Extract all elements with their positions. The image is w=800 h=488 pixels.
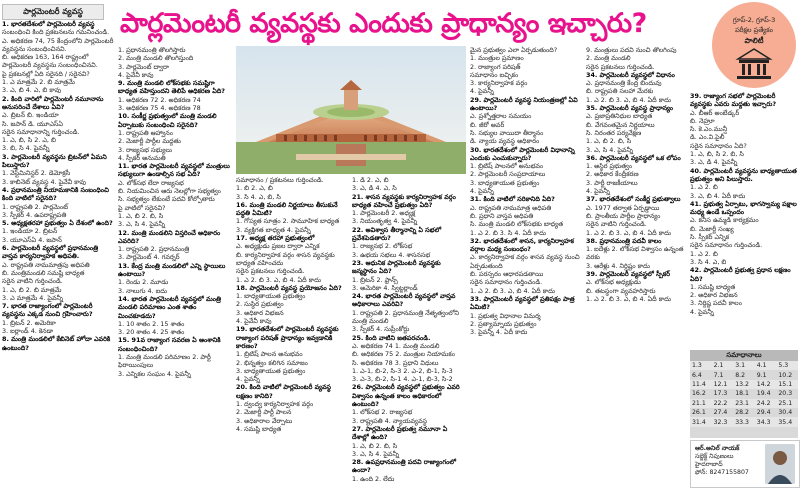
answer-cell: 23.1 xyxy=(733,399,755,408)
column-3 xyxy=(236,176,348,486)
option-line: 3. బాధ్యతాయుత ప్రభుత్వం xyxy=(236,366,306,375)
option-line: 2. సుస్థిర ప్రభుత్వం xyxy=(236,300,284,309)
option-line: 3. సి 4. ఎ, బి, సి xyxy=(236,192,281,201)
answer-cell: 1.3 xyxy=(690,361,712,370)
section-badge: పార్లమెంటరీ వ్యవస్థ xyxy=(2,4,104,20)
answer-cell: 11.4 xyxy=(690,380,712,389)
option-line: 3. పార్టీ రాజకీయాలు xyxy=(586,178,638,187)
option-line: 4. పైవన్నీ xyxy=(236,375,260,384)
option-line: 3. 20 శాతం 4. 25 శాతం xyxy=(118,328,185,337)
question-line: 18. పార్లమెంటరీ వ్యవస్థ ప్రయోజనం ఏది? xyxy=(236,283,342,292)
question-line: బి. అధికరణ 163, 164 రాష్ట్రంలో పార్లమెంటరీ వ్యవస్థను సంబంధించినవి. xyxy=(2,53,98,70)
answer-cell: 34.3 xyxy=(755,417,777,426)
table-row xyxy=(690,361,798,370)
option-line: 1. 10 శాతం 2. 15 శాతం xyxy=(118,319,185,328)
question-line: 38. ప్రధానమంత్రి పదవీ కాలం xyxy=(586,236,662,245)
question-line: 20. కింది వాటిలో పార్లమెంటరీ వ్యవస్థ లక్షణం కానిది? xyxy=(236,383,332,400)
option-line: 3. కాబినెట్ వ్యవస్థ 4. పైవేవీ కావు xyxy=(2,177,87,186)
option-line: 4. పైవన్నీ xyxy=(470,87,494,96)
table-row xyxy=(690,408,798,417)
author-name: ఆర్.అనిల్ నాయక్ xyxy=(695,445,740,452)
question-line: 28. ఉపప్రధానమంత్రి పదవి రాజ్యాంగంలో ఉందా? xyxy=(352,458,456,475)
question-line: సరైన సమాధానం గుర్తించండి. xyxy=(690,241,763,250)
author-role: సబ్జెక్ట్ నిపుణులు xyxy=(695,453,734,460)
question-line: 23. ఆధునిక పార్లమెంటరీ వ్యవస్థకు జన్మస్థానం ఏది? xyxy=(352,258,441,276)
question-line: 12. మంత్రి మండలిని విస్తరించే అధికారం ఎవరిది? xyxy=(118,228,221,245)
column-1 xyxy=(2,20,114,486)
parliament-image xyxy=(236,46,466,174)
option-line: బి. తటస్థంగా వ్యవహరిస్తారు xyxy=(586,286,656,295)
question-line: ఎ. అధికరణ 74, 75 కేంద్రంలోని పార్లమెంటరీ వ్యవస్థను సంబంధించినవి. xyxy=(2,36,114,53)
column-7 xyxy=(690,92,798,348)
question-line: 39. రాజ్యాంగ సభలో పార్లమెంటరీ వ్యవస్థకు ఎవరు మద్దతు ఇచ్చారు? xyxy=(690,92,777,109)
option-line: సమాధానం ఐచ్ఛికం xyxy=(470,70,519,79)
question-line: 16. మంత్రి మండలి నిర్ణయాలు తీసుకునే పద్ధతి ఏమిటి? xyxy=(236,200,338,218)
answer-cell: 15.1 xyxy=(776,380,798,389)
answer-cell: 8.2 xyxy=(735,371,746,379)
option-line: 4. సమష్టి బాధ్యత xyxy=(236,424,282,433)
option-line: 1. వెస్ట్‌మినిస్టర్ 2. డెమోక్రసీ xyxy=(2,169,71,178)
question-line: 25. కింది వాటిని జతపరచండి. xyxy=(352,333,431,342)
option-line: 3. రాష్ట్రపతి 4. న్యాయవ్యవస్థ xyxy=(352,416,427,425)
question-line: 24. భారత పార్లమెంటరీ వ్యవస్థలో వాస్తవ అధికారాలు ఎవరివి? xyxy=(352,292,456,309)
option-line: 3. ఎ, డి 4. పైవన్నీ xyxy=(690,158,738,167)
question-line: 34. పార్లమెంటరీ వ్యవస్థలో విధానం xyxy=(586,70,675,79)
parliament-illustration xyxy=(236,46,466,174)
question-line: మైన ప్రభుత్వం ఎలా ఏర్పడుతుంది? xyxy=(470,46,558,54)
author-phone: ఫోన్: 8247155807 xyxy=(695,469,749,476)
question-line: 17. అధ్యక్ష తరహా ప్రభుత్వంలో xyxy=(236,234,315,243)
page-title: పార్లమెంటరీ వ్యవస్థకు ఎందుకు ప్రాధాన్యం ఇచ్చారు? xyxy=(120,8,647,39)
question-line: 29. పార్లమెంటరీ వ్యవస్థ నియంత్రణల్లో ఏవి ఉంటాయి? xyxy=(470,95,578,113)
option-line: సి. అధికరణ 78 3. ప్రధాని విధులు xyxy=(352,358,439,367)
option-line: 3. స్పీకర్ 4. ఉపరాష్ట్రపతి xyxy=(2,210,67,219)
option-line: ఎ. 1977 తర్వాత ఏర్పడ్డాయి xyxy=(586,203,660,212)
option-line: 1. గోప్యత సూత్రం 2. సామూహిక బాధ్యత xyxy=(236,217,340,226)
option-line: 2. రాజ్యాంగ పరిషత్ xyxy=(470,62,521,71)
question-line: 6. పార్లమెంటరీ వ్యవస్థలో ప్రధానమంత్రి వాస్తవ కార్యనిర్వాహక అధిపతి. xyxy=(2,244,99,261)
question-line: సరైన వాటిని గుర్తించండి. xyxy=(586,220,647,229)
option-line: 3. ఎ, బి 4. ఏదీ కాదు xyxy=(690,191,746,200)
table-row xyxy=(690,389,798,398)
option-line: 3. నిర్దిష్ట పదవీ కాలం xyxy=(690,299,742,308)
person-icon xyxy=(765,444,795,484)
question-line: 37. భారతదేశంలో సంకీర్ణ ప్రభుత్వాలు xyxy=(586,195,681,204)
option-line: 1. అధికరణ 72 2. అధికరణ 74 xyxy=(118,95,201,104)
answer-cell: 20.3 xyxy=(778,390,793,398)
question-line: 8. మంత్రి మండలిలో కేబినెట్ హోదా ఎవరికి ఉంటుంది? xyxy=(2,335,111,352)
answer-cell: 27.4 xyxy=(713,409,728,417)
option-line: 3. అధికార విభజన xyxy=(236,308,284,317)
answer-cell: 35.4 xyxy=(776,417,798,426)
question-line: 21. శాసన వ్యవస్థకు కార్యనిర్వాహక వర్గం బాధ్యత వహించే ప్రభుత్వం ఏది? xyxy=(352,192,456,209)
option-line: 1. మంత్రి మండలి పరిమాణం 2. పార్టీ ఫిరాయింపులు xyxy=(118,352,211,370)
question-line: 4. ప్రధానమంత్రి నియామకానికి సంబంధించి కింది వాటిలో సరైనది? xyxy=(2,185,109,203)
option-line: 3. అమెరికా 4. స్విట్జర్లాండ్ xyxy=(352,283,418,292)
question-line: పై వాటిలో సరైనవి? xyxy=(118,203,166,212)
answer-cell: 24.2 xyxy=(755,399,777,408)
option-line: బి. నియమించిన ఆరు నెలల్లోగా సభ్యత్వం xyxy=(118,187,221,196)
option-line: 3. ఎ, సి 4. పైవన్నీ xyxy=(118,220,166,229)
column-5 xyxy=(470,46,582,486)
option-line: 3. ఎ మాత్రమే 4. పైవన్నీ xyxy=(2,293,64,302)
option-line: సి. మంత్రి మండలి లోక్‌సభకు బాధ్యత xyxy=(470,220,564,229)
answer-cell: 13.2 xyxy=(733,380,755,389)
answer-cell: 10.2 xyxy=(778,371,793,379)
question-line: 22. అవిశ్వాస తీర్మానాన్ని ఏ సభలో ప్రవేశపెడతారు? xyxy=(352,225,442,243)
question-line: 3. పార్లమెంటరీ వ్యవస్థను బ్రిటన్‌లో ఏమని పిలుస్తారు? xyxy=(2,152,107,170)
option-line: ఎ. రాష్ట్రపతి నామమాత్ర అధిపతి xyxy=(470,203,552,212)
question-line: 32. భారతదేశంలో శాసన, కార్యనిర్వాహక వర్గాల మధ్య సంబంధం? xyxy=(470,236,574,254)
answer-cell: 32.3 xyxy=(712,417,734,426)
option-line: ఎ. బీఆర్ అంబేడ్కర్ xyxy=(690,108,740,117)
option-line: 3. యూఎస్‌ఏ 4. జపాన్ xyxy=(2,235,62,244)
answers-header: సమాధానాలు xyxy=(690,350,798,361)
answer-cell: 7.1 xyxy=(713,371,724,379)
question-line: 9. మంత్రులు పదవి నుంచి తొలగింపు xyxy=(586,46,677,54)
parliament-building-icon xyxy=(734,47,774,81)
option-line: 3. ఉభయ సభలు 4. శాసనసభ xyxy=(352,250,431,259)
question-line: సరైన సమాధానం గుర్తించండి. xyxy=(470,278,543,287)
option-line: 2. అధికార కేంద్రీకరణ xyxy=(586,170,639,179)
question-line: సంబంధించి కింది ప్రకటనలను గమనించండి. xyxy=(2,28,110,37)
option-line: 1. ఎ మాత్రమే 2. బి మాత్రమే xyxy=(2,78,75,87)
table-row xyxy=(690,370,798,379)
option-line: 3. అధికారాల వేర్పాటు xyxy=(236,416,293,425)
option-line: 3. పైవన్నీ 4. ఏదీ కాదు xyxy=(470,328,528,337)
answer-cell: 30.4 xyxy=(778,409,793,417)
option-line: 3. రాజ్యసభ సభ్యులు xyxy=(118,145,173,154)
question-line: 14. భారత పార్లమెంటరీ వ్యవస్థలో మంత్రి మండలి పరిమాణం ఎంత శాతం మించకూడదు? xyxy=(118,294,221,320)
option-line: 2. అధికార విభజన xyxy=(690,291,738,300)
question-line: 7. భారత రాజ్యాంగంలో పార్లమెంటరీ వ్యవస్థను ఎక్కడ నుంచి గ్రహించారు? xyxy=(2,302,93,319)
option-line: 1. ఎ 2. బి xyxy=(690,249,718,258)
option-line: 3. పార్లమెంట్ ద్వారా xyxy=(118,62,170,71)
option-line: 3. నాలుగు 4. ఐదు xyxy=(118,286,167,295)
column-4 xyxy=(352,176,466,486)
question-line: 5. అధ్యక్షతరహా ప్రభుత్వం ఏ దేశంలో ఉంది? xyxy=(2,219,113,228)
option-line: ఎ. అధ్యక్షుడు ప్రజల ద్వారా ఎన్నిక xyxy=(236,242,320,251)
subject-label: పాలిటీ xyxy=(744,36,764,45)
question-line: 2. కింది వారిలో పార్లమెంటరీ నమూనాను అనుసరించే దేశాలు ఏవి? xyxy=(2,94,104,111)
answer-cell: 25.1 xyxy=(776,399,798,408)
option-line: 1. ఎ 2. బి 3. ఎ, బి 4. ఏదీ కాదు xyxy=(470,286,555,295)
question-line: 31. కింది వాటిలో సరికానిది ఏది? xyxy=(470,195,555,204)
question-line: 9. మంత్రి మండలి లోక్‌సభకు సమష్టిగా బాధ్యత వహిస్తుందని తెలిపే అధికరణ ఏది? xyxy=(118,79,225,96)
answer-cell: 19.4 xyxy=(756,390,771,398)
option-line: 3. ఐర్లాండ్ 4. కెనడా xyxy=(2,326,54,335)
answer-cell: 9.1 xyxy=(756,371,767,379)
answer-cell: 12.1 xyxy=(712,380,734,389)
option-line: 1. ఎ, బి 2. బి, సి xyxy=(352,441,398,450)
option-line: 3. ఎ, బి 4. ఎ, బి కావు xyxy=(2,86,62,95)
option-line: 1. డి 2. ఎ, బి xyxy=(352,176,389,184)
option-line: 1. ఎ-1, బి-2, సి-3 2. ఎ-2, బి-1, సి-3 xyxy=(352,366,453,375)
option-line: 2. మంత్రి మండలి తొలగిస్తుంది xyxy=(118,54,194,63)
option-line: 2. పార్లమెంటరీ సంప్రదాయాలు xyxy=(470,170,546,179)
option-line: 1. ఉంది 2. లేదు xyxy=(352,474,395,483)
question-line: 33. పార్లమెంటరీ వ్యవస్థలో ప్రతిపక్షం పాత్ర ఏమిటి? xyxy=(470,294,575,312)
answer-cell: 28.2 xyxy=(735,409,749,417)
option-line: బి. వేగవంతమైన నిర్ణయాలు xyxy=(586,120,655,129)
option-line: 1. రాష్ట్రపతి 2. ప్రధానమంత్రి నేతృత్వంలోని మంత్రి మండలి xyxy=(352,308,460,326)
option-line: ఎ. కార్యనిర్వాహక వర్గం శాసన వ్యవస్థ నుంచి ఏర్పడుతుంది xyxy=(470,253,580,270)
question-line: 42. పార్లమెంటరీ ప్రభుత్వ ప్రధాన లక్షణం ఏది? xyxy=(690,266,791,283)
option-line: 1. ప్రధానమంత్రి తొలగిస్తారు xyxy=(118,46,186,54)
option-line: 2. భిన్నత్వం కలిగిన సమాజం xyxy=(236,358,308,367)
option-line: ఎ. ప్రధానమంత్రి కేంద్ర బిందువు xyxy=(586,79,662,88)
option-line: 1. బాధ్యతాయుత ప్రభుత్వం xyxy=(236,292,306,301)
option-line: 3. వ్యక్తిగత బాధ్యత 4. పైవన్నీ xyxy=(236,225,311,234)
option-line: ఎ. లోక్‌సభ లేదా రాజ్యసభ xyxy=(118,178,184,187)
answer-cell: 5.3 xyxy=(776,361,798,370)
question-line: 19. భారతదేశంలో పార్లమెంటరీ వ్యవస్థకు రాజ్యాంగ పరిషత్ ప్రాధాన్యం ఇవ్వడానికి కారణం? xyxy=(236,325,339,350)
option-line: 1. ఎ 2. బి 3. ఎ, బి 4. ఏదీ కాదు xyxy=(586,294,671,303)
question-line: 13. కేంద్ర మంత్రి మండలిలో ఎన్ని స్థాయిలు ఉంటాయి? xyxy=(118,261,226,279)
answer-cell: 17.3 xyxy=(713,390,728,398)
option-line: 1. మంత్రుల ప్రమాణం xyxy=(470,54,524,63)
exam-groups-label: గ్రూప్-2, గ్రూప్-3 xyxy=(732,16,776,24)
question-line: 35. పార్లమెంటరీ వ్యవస్థ ప్రాధాన్యం xyxy=(586,104,674,113)
question-line: సరైన ప్రకటనలు గుర్తించండి. xyxy=(586,62,655,71)
option-line: 2. మంత్రి మండలి xyxy=(586,54,631,63)
answer-cell: 33.3 xyxy=(733,417,755,426)
option-line: 1. ఐదేళ్లు 2. లోక్‌సభ విశ్వాసం ఉన్నంత వరకు xyxy=(586,245,684,262)
question-line: పై ప్రకటనల్లో ఏది సరైనది / సరైనవి? xyxy=(2,69,90,78)
option-line: బి. పరస్పరం ఆధారపడతాయి xyxy=(470,270,544,279)
option-line: 3. బి, సి 4. పైవన్నీ xyxy=(2,144,50,153)
option-line: 1. బ్రిటన్ 2. ఫ్రాన్స్ xyxy=(352,275,398,284)
option-line: 1. అస్థిర ప్రభుత్వం xyxy=(586,162,633,171)
question-line: సరైన సమాధానం ఏది? xyxy=(690,141,747,150)
question-line: 11. భారత పార్లమెంటరీ వ్యవస్థలో మంత్రులు సభ్యులుగా ఉండాల్సిన సభ ఏది? xyxy=(118,162,230,179)
option-line: 1. రాజ్యసభ 2. లోక్‌సభ xyxy=(352,242,413,251)
option-line: సి. స్పీకర్ ఎన్నిక xyxy=(690,233,730,242)
answer-cell: 18.1 xyxy=(735,390,749,398)
option-line: 1. ఇండియా 2. బ్రిటన్ xyxy=(2,227,58,236)
option-line: 3. ఎన్నికల సంఘం 4. పైవన్నీ xyxy=(118,369,191,378)
option-line: 1. ప్రభుత్వ విధానాల విమర్శ xyxy=(470,311,541,320)
answer-cell: 3.1 xyxy=(733,361,755,370)
option-line: ఎ. రాష్ట్రపతి నామమాత్రపు అధిపతి xyxy=(2,260,90,269)
answer-cell: 2.1 xyxy=(712,361,734,370)
option-line: ఎ. లోక్‌సభ అధ్యక్షుడు xyxy=(586,278,641,287)
option-line: 3. ఆరేళ్లు 4. నిర్దిష్టం కాదు xyxy=(586,261,650,270)
question-line: 30. భారతదేశంలో పార్లమెంటరీ విధానాన్ని ఎందుకు ఎంచుకున్నారు? xyxy=(470,145,575,162)
option-line: డి. ఎం.వి.పైలీ xyxy=(690,133,725,142)
question-line: 40. పార్లమెంటరీ వ్యవస్థను బాధ్యతాయుత ప్రభుత్వం అని పిలుస్తారు. xyxy=(690,166,797,183)
option-line: 1. ఎ 2. బి xyxy=(690,183,718,192)
option-line: బి. నెహ్రూ xyxy=(690,116,715,125)
answer-cell: 22.2 xyxy=(712,399,734,408)
question-line: 15. 91వ రాజ్యాంగ సవరణ ఏ అంశానికి సంబంధించింది? xyxy=(118,336,221,353)
question-line: 27. పార్లమెంటరీ ప్రభుత్వ నమూనా ఏ దేశాల్లో ఉంది? xyxy=(352,424,448,442)
option-line: 1. ఎ, బి 2. బి, సి xyxy=(586,137,632,146)
option-line: సి. జపాన్ డి. యూఎస్‌ఏ xyxy=(2,119,63,128)
option-line: 1. రెండు 2. మూడు xyxy=(118,278,169,287)
option-line: 1. ఎ, బి 2. బి మాత్రమే xyxy=(2,285,62,294)
option-line: 1. బ్రిటిష్ పాలన అనుభవం xyxy=(236,350,303,359)
option-line: 4. పైవేవీ కావు xyxy=(236,317,272,326)
question-line: 26. పార్లమెంటరీ వ్యవస్థలో ప్రభుత్వం ఎవరి విశ్వాసం ఉన్నంత కాలం అధికారంలో ఉంటుంది? xyxy=(352,383,460,409)
answer-cell: 14.2 xyxy=(755,380,777,389)
option-line: 1. పార్లమెంటరీ 2. అధ్యక్ష xyxy=(352,209,416,218)
option-line: 2. ప్రత్యామ్నాయ ప్రభుత్వం xyxy=(470,319,537,328)
option-line: 1. ద్వంద్వ కార్యనిర్వాహక వర్గం xyxy=(236,400,314,409)
option-line: బి. ప్రాంతీయ పార్టీల ప్రాధాన్యం xyxy=(586,211,661,220)
option-line: 1. రాష్ట్రపతి 2. ప్రధానమంత్రి xyxy=(118,245,190,254)
table-row xyxy=(690,380,798,389)
option-line: ఎ. బ్రిటన్ బి. ఇండియా xyxy=(2,111,59,120)
author-place: హైదరాబాద్ xyxy=(695,461,723,468)
option-line: 1. ఎ, బి 2. బి, సి xyxy=(118,211,164,220)
option-line: బి. మంత్రిమండలి సమష్టి బాధ్యత xyxy=(2,268,85,277)
option-line: సి. నిరంతర పర్యవేక్షణ xyxy=(586,128,642,137)
option-line: 1. ఎ, బి, సి 2. ఎ, బి xyxy=(2,136,56,145)
option-line: 3. ఎ, సి 4. పైవన్నీ xyxy=(586,145,634,154)
option-line: బి. అధికరణ 75 2. మంత్రుల నియామకం xyxy=(352,350,455,359)
option-line: 3. నియంతృత్వ 4. పైవన్నీ xyxy=(352,217,418,226)
answers-box xyxy=(690,350,798,438)
exam-badge-circle xyxy=(712,2,796,88)
option-line: ఎ. అధికరణ 74 1. మంత్రి మండలి xyxy=(352,341,440,350)
option-line: 3. పార్లమెంట్ 4. గవర్నర్ xyxy=(118,253,180,262)
option-line: ఎ. ప్రజాప్రతినిధుల బాధ్యత xyxy=(586,112,653,121)
option-line: 1. ఎ 2. బి 3. సి 4. ఏదీ కాదు xyxy=(470,228,546,237)
answer-cell: 29.4 xyxy=(756,409,771,417)
option-line: ఎ. కనీస ఉమ్మడి కార్యక్రమం xyxy=(690,216,759,225)
option-line: 1. లోక్‌సభ 2. రాజ్యసభ xyxy=(352,408,413,417)
option-line: బి. రాష్ట్రపతి సలహా మేరకు xyxy=(586,87,654,96)
option-line: బి. కార్యనిర్వాహక వర్గం శాసన వ్యవస్థకు బాధ్యత వహించదు xyxy=(236,250,335,267)
question-line: 10. సంకీర్ణ ప్రభుత్వంలో మంత్రి మండలి ఏర్పాటుకు సంబంధించి సరైనది? xyxy=(118,112,217,129)
author-box xyxy=(690,440,800,488)
option-line: సి. సభ్యుల వాయిదా తీర్మానం xyxy=(470,128,544,137)
option-line: 1. ఎ, బి, సి 2. బి, సి xyxy=(690,150,744,159)
option-line: 3. బాధ్యతాయుత ప్రభుత్వం xyxy=(470,178,540,187)
option-line: 4. పైవన్నీ xyxy=(470,187,494,196)
option-line: 3. స్పీకర్ 4. సుప్రీంకోర్టు xyxy=(352,325,410,334)
author-photo xyxy=(765,444,795,484)
option-line: 2. మెజార్టీ పార్టీల మద్దతు xyxy=(118,137,181,146)
option-line: డి. న్యాయ వ్యవస్థ అధికారం xyxy=(470,137,540,146)
option-line: 3. సి 4. ఎ, బి xyxy=(690,257,727,266)
option-line: సి. సభ్యత్వం లేకుంటే పదవి కోల్పోతారు xyxy=(118,195,215,204)
option-line: 1. బి 2. ఎ, బి xyxy=(236,184,273,193)
option-line: 3. ఎ-3, బి-2, సి-1 4. ఎ-1, బి-3, సి-2 xyxy=(352,375,453,384)
option-line: 4. పైవేవీ కావు xyxy=(118,70,154,79)
option-line: ఎ. ప్రశ్నోత్తరాల సమయం xyxy=(470,112,532,121)
option-line: 3. ఎ, సి 4. పైవన్నీ xyxy=(352,449,400,458)
option-line: 4. పైవన్నీ xyxy=(690,307,714,316)
question-line: 41. ప్రభుత్వ ఏర్పాటు, భాగస్వామ్య పక్షాల మధ్య ఉండే ఒప్పందం xyxy=(690,199,797,217)
option-line: 1. బ్రిటన్ 2. అమెరికా xyxy=(2,318,56,327)
answer-cell: 4.1 xyxy=(755,361,777,370)
option-line: 1. సమష్టి బాధ్యత xyxy=(690,282,736,291)
question-line: 39. పార్లమెంటరీ వ్యవస్థలో స్పీకర్ xyxy=(586,270,671,279)
answer-cell: 26.1 xyxy=(692,409,706,417)
question-line: 36. పార్లమెంటరీ వ్యవస్థలో ఒక లోపం xyxy=(586,153,681,162)
answers-table xyxy=(690,361,798,427)
option-line: 1. రాష్ట్రపతి 2. పార్లమెంట్ xyxy=(2,202,69,211)
option-line: 1. ఎ 2. బి 3. ఎ, బి 4. ఏదీ కాదు xyxy=(236,275,321,284)
table-row xyxy=(690,417,798,426)
question-line: సరైన ప్రకటనలు గుర్తించండి. xyxy=(236,267,305,276)
option-line: 1. రాష్ట్రపతి ఆహ్వానం xyxy=(118,128,173,137)
answer-cell: 6.4 xyxy=(692,371,702,379)
option-line: 1. ఎ 2. బి 3. ఎ, బి 4. ఏదీ కాదు xyxy=(586,228,671,237)
option-line: 1. ఎ 2. బి 3. ఎ, బి 4. ఏదీ కాదు xyxy=(586,95,671,104)
answer-cell: 16.2 xyxy=(692,390,706,398)
option-line: 2. మెజార్టీ పార్టీ పాలన xyxy=(236,408,292,417)
column-6 xyxy=(586,46,686,486)
question-line: సరైన వాటిని గుర్తించండి. xyxy=(2,277,63,286)
option-line: 4. స్పీకర్ అనుమతి xyxy=(118,153,166,162)
option-line: 4. పైవన్నీ xyxy=(586,187,610,196)
option-line: బి. మెజార్టీ సంఖ్య xyxy=(690,224,734,233)
option-line: 3. కార్యనిర్వాహక వర్గం xyxy=(470,79,528,88)
option-line: 3. అధికరణ 75 4. అధికరణ 78 xyxy=(118,104,201,113)
option-line: 3. ఎ, డి 4. ఎ, సి xyxy=(352,184,397,193)
answer-cell: 31.4 xyxy=(690,417,712,426)
question-line: సరైన సమాధానాన్ని గుర్తించండి. xyxy=(2,127,80,136)
table-row xyxy=(690,399,798,408)
question-line: సమాధానం / ప్రకటనలు గుర్తించండి. xyxy=(236,176,324,184)
column-2 xyxy=(118,46,232,486)
question-line: 1. భారతదేశంలో పార్లమెంటరీ వ్యవస్థ xyxy=(2,20,95,28)
answer-cell: 21.1 xyxy=(690,399,712,408)
option-line: బి. ప్రధాని వాస్తవ అధిపతి xyxy=(470,211,534,220)
author-text xyxy=(695,445,759,477)
option-line: సి. కె.ఎం.మున్షీ xyxy=(690,125,728,134)
exam-special-label: పరీక్షల ప్రత్యేకం xyxy=(735,26,773,34)
option-line: బి. జీరో అవర్ xyxy=(470,120,505,129)
option-line: 1. బ్రిటిష్ పాలనలో అనుభవం xyxy=(470,162,544,171)
